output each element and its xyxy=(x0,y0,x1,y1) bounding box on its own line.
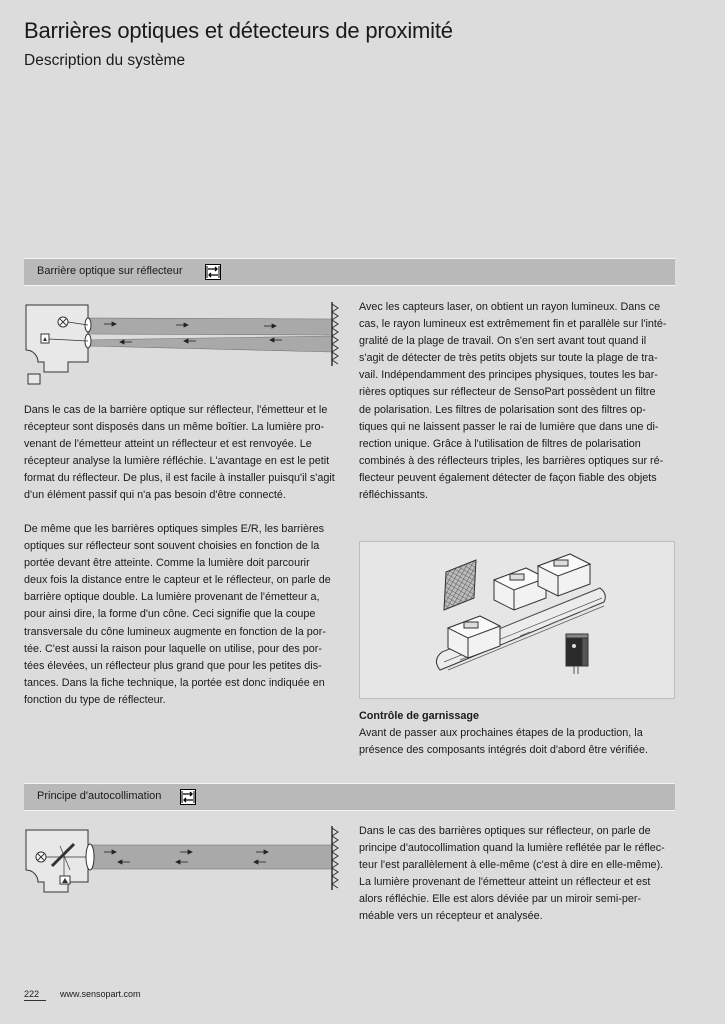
text-line: portée devant être atteinte. Comme la lumière doit parcourir xyxy=(24,557,310,570)
reflector-diagram xyxy=(24,300,344,386)
text-line: fonction du type de réflecteur. xyxy=(24,693,166,706)
text-line: Dans le cas des barrières optiques sur réflecteur, on parle de xyxy=(359,825,651,837)
text-line: combinés à des réflecteurs triples, les barrières optiques sur ré- xyxy=(359,454,664,467)
text-line: De même que les barrières optiques simples E/R, les barrières xyxy=(24,523,325,535)
text-line: méable vers un récepteur et analysée. xyxy=(359,910,543,923)
page-title: Barrières optiques et détecteurs de proximité xyxy=(24,18,453,43)
caption-title: Contrôle de garnissage xyxy=(359,710,479,722)
section-label-autocollimation: Principe d'autocollimation xyxy=(37,790,162,802)
text-line: alors réfléchie. Elle est alors déviée par un miroir semi-per- xyxy=(359,893,642,906)
text-line: vail. Indépendamment des principes physiques, toutes les bar- xyxy=(359,369,658,382)
text-line: deux fois la distance entre le capteur et le réflecteur, on parle de xyxy=(24,574,331,587)
conveyor-illustration xyxy=(359,541,675,699)
reflector-symbol-icon xyxy=(205,264,221,280)
text-line: barrière optique double. La lumière provenant de l'émetteur a, xyxy=(24,591,320,604)
conveyor-drawing xyxy=(360,542,674,698)
section-label-reflector: Barrière optique sur réflecteur xyxy=(37,265,183,277)
text-line: gralité de la plage de travail. On s'en sert avant tout quand il xyxy=(359,335,647,348)
text-line: récepteur analyse la lumière réfléchie. L'avantage en est le petit xyxy=(24,455,330,468)
text-line: Avant de passer aux prochaines étapes de la production, la xyxy=(359,727,643,740)
right-paragraph-2 xyxy=(359,823,665,926)
page-subtitle: Description du système xyxy=(24,52,186,69)
page-footer xyxy=(24,989,141,1001)
figure-caption xyxy=(359,708,648,759)
text-line: cas, le rayon lumineux est extrêmement fin et parallèle sur l'inté- xyxy=(359,318,667,331)
footer-url[interactable]: www.sensopart.com xyxy=(60,989,141,999)
text-line: teur l'est parallèlement à elle-même (c'est à dire en elle-même). xyxy=(359,859,664,872)
text-line: rières optiques sur réflecteur de SensoPart possèdent un filtre xyxy=(359,386,656,399)
section-band-reflector xyxy=(24,258,675,286)
text-line: Avec les capteurs laser, on obtient un rayon lumineux. Dans ce xyxy=(359,301,661,313)
text-line: rection unique. Grâce à l'utilisation de filtres de polarisation xyxy=(359,437,641,450)
text-line: tée. C'est aussi la raison pour laquelle on utilise, pour des por- xyxy=(24,642,322,655)
text-line: venant de l'émetteur atteint un réflecteur et est renvoyée. Le xyxy=(24,438,312,451)
text-line: optiques sur réflecteur sont souvent choisies en fonction de la xyxy=(24,540,320,553)
text-line: tées élevées, un réflecteur plus grand que pour les petites dis- xyxy=(24,659,322,672)
text-line: pour ainsi dire, la forme d'un cône. Ceci signifie que la coupe xyxy=(24,608,316,621)
autocollimation-diagram xyxy=(24,826,344,896)
text-line: d'un élément passif qui n'a pas besoin d'être connecté. xyxy=(24,489,286,502)
text-line: format du réflecteur. De plus, il est facile à installer puisqu'il s'agit xyxy=(24,472,335,485)
text-line: récepteur sont disposés dans un même boîtier. La lumière pro- xyxy=(24,421,325,434)
text-line: transversale du cône lumineux augmente en fonction de la por- xyxy=(24,625,326,638)
left-paragraph-2 xyxy=(24,521,331,709)
text-line: réfléchissants. xyxy=(359,489,429,502)
text-line: La lumière provenant de l'émetteur atteint un réflecteur et est xyxy=(359,876,651,889)
text-line: présence des composants intégrés doit d'abord être vérifiée. xyxy=(359,744,648,757)
text-line: de polarisation. Les filtres de polarisation sont des filtres op- xyxy=(359,403,646,416)
right-paragraph-1 xyxy=(359,299,667,504)
section-band-autocollimation xyxy=(24,783,675,811)
text-line: Dans le cas de la barrière optique sur réflecteur, l'émetteur et le xyxy=(24,404,328,416)
text-line: flecteur peuvent également détecter de façon fiable des objets xyxy=(359,471,657,484)
text-line: s'agit de détecter de très petits objets sur toute la plage de tra- xyxy=(359,352,658,365)
text-line: tiques qui ne laissent passer le rai de lumière que dans une di- xyxy=(359,420,659,433)
page-number: 222 xyxy=(24,989,46,1001)
left-paragraph-1 xyxy=(24,402,335,505)
text-line: tances. Dans la fiche technique, la portée est donc indiquée en xyxy=(24,676,325,689)
autocollimation-symbol-icon xyxy=(180,789,196,805)
text-line: principe d'autocollimation quand la lumière reflétée par le réflec- xyxy=(359,842,665,855)
